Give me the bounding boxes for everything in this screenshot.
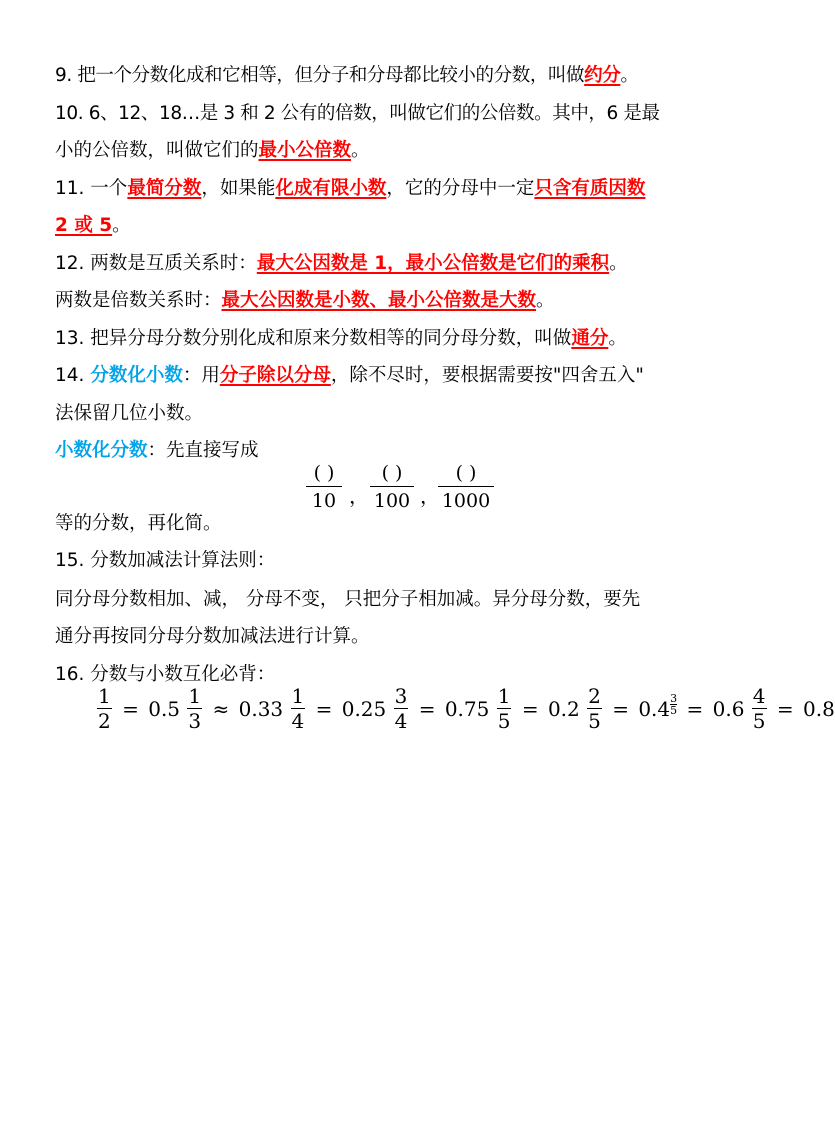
blank-numerator: ( ) (381, 462, 403, 484)
item-12-text: 12. 两数是互质关系时： (55, 253, 257, 274)
blank-fraction-1000 (438, 460, 494, 513)
item-12-end: 。 (609, 253, 628, 274)
item-12-end-2: 。 (536, 290, 555, 311)
fraction-decimal-equation (96, 684, 835, 740)
item-11-line-2 (55, 213, 131, 239)
equals-sign: = (776, 696, 794, 721)
subheading-fraction-to-decimal: 分数化小数 (90, 365, 183, 386)
keyword-lcm: 最小公倍数 (258, 140, 352, 161)
denominator-10: 10 (311, 490, 337, 512)
fraction-1-2: $\frac{1}{2}$ (98, 684, 111, 733)
blank-fractions (306, 460, 496, 520)
keyword-multiple-rule: 最大公因数是小数、最小公倍数是大数 (221, 290, 537, 311)
fraction-3-4: $\frac{3}{4}$ (394, 684, 408, 733)
subheading-decimal-to-fraction: 小数化分数 (55, 440, 148, 461)
item-14-number: 14. (55, 365, 91, 386)
keyword-divide: 分子除以分母 (219, 365, 331, 386)
item-14-text-3: ：先直接写成 (147, 440, 259, 461)
item-15-line-2: 通分再按同分母分数加减法进行计算。 (55, 626, 370, 647)
fraction-1-4: $\frac{1}{4}$ (291, 684, 305, 733)
denominator-1000: 1000 (441, 490, 491, 512)
item-14-line-4: 等的分数，再化简。 (55, 513, 222, 534)
blank-fraction-100 (370, 460, 414, 513)
keyword-tongfen: 通分 (571, 328, 609, 349)
fraction-3-5-small: $\frac{3}{5}$ (670, 692, 678, 717)
equals-sign: = (315, 696, 333, 721)
equals-sign: = (122, 696, 139, 721)
keyword-simplest-fraction: 最简分数 (127, 178, 202, 199)
equals-sign: = (418, 696, 436, 721)
item-11-mid-1: ，如果能 (201, 178, 276, 199)
item-11-end: 。 (112, 215, 131, 236)
equals-sign: = (612, 696, 629, 721)
item-14-line-1 (55, 363, 644, 389)
item-16-title: 16. 分数与小数互化必背： (55, 664, 276, 685)
item-15-line-1: 同分母分数相加、减， 分母不变， 只把分子相加减。异分母分数，要先 (55, 589, 641, 610)
blank-fraction-10 (306, 460, 342, 513)
keyword-finite-decimal: 化成有限小数 (275, 178, 387, 199)
separator-comma: ， (349, 484, 369, 508)
fraction-2-5: $\frac{2}{5}$ (588, 684, 601, 733)
item-9 (55, 63, 638, 89)
item-10-line-1: 10. 6、12、18…是 3 和 2 公有的倍数，叫做它们的公倍数。其中，6 是最 (55, 103, 660, 124)
decimal-value: 0.75 (444, 696, 490, 721)
fraction-4-5: $\frac{4}{5}$ (752, 684, 766, 733)
item-14-line-2: 法保留几位小数。 (55, 403, 204, 424)
decimal-value: 0.2 (547, 696, 580, 721)
decimal-value: 0.33 (238, 696, 284, 721)
decimal-value: 0.8 (803, 696, 835, 721)
item-13 (55, 326, 627, 352)
item-13-end: 。 (608, 328, 627, 349)
fraction-1-3: $\frac{1}{3}$ (188, 684, 202, 733)
item-10-line-2 (55, 138, 370, 164)
item-14-line-3 (55, 438, 259, 464)
item-10-text: 小的公倍数，叫做它们的 (55, 140, 259, 161)
item-9-text: 9. 把一个分数化成和它相等，但分子和分母都比较小的分数，叫做 (55, 65, 585, 86)
keyword-coprime-rule: 最大公因数是 1，最小公倍数是它们的乘积 (256, 253, 610, 274)
item-14-mid-1: ：用 (182, 365, 220, 386)
separator-comma: ， (420, 484, 440, 508)
item-11-mid-2: ，它的分母中一定 (386, 178, 535, 199)
item-12-text-2: 两数是倍数关系时： (55, 290, 222, 311)
item-12-line-1 (55, 251, 628, 277)
decimal-value: 0.5 (148, 696, 181, 721)
item-14-mid-2: ，除不尽时，要根据需要按"四舍五入" (330, 365, 644, 386)
approx-sign: ≈ (212, 696, 230, 721)
item-13-text: 13. 把异分母分数分别化成和原来分数相等的同分母分数，叫做 (55, 328, 572, 349)
item-12-line-2 (55, 288, 555, 314)
item-11-text: 11. 一个 (55, 178, 128, 199)
item-10-end: 。 (351, 140, 370, 161)
equals-sign: = (686, 696, 704, 721)
keyword-yuefen: 约分 (584, 65, 621, 86)
blank-numerator: ( ) (313, 462, 335, 484)
keyword-only-prime-factors: 只含有质因数 (534, 178, 646, 199)
fraction-1-5: $\frac{1}{5}$ (497, 684, 511, 733)
item-11-line-1 (55, 176, 645, 202)
keyword-2-or-5: 2 或 5 (55, 215, 113, 236)
item-15-title: 15. 分数加减法计算法则： (55, 550, 276, 571)
decimal-value: 0.6 (712, 696, 745, 721)
decimal-value: 0.25 (341, 696, 387, 721)
item-9-end: 。 (620, 65, 639, 86)
blank-numerator: ( ) (455, 462, 477, 484)
decimal-value: 0.4 (638, 696, 671, 721)
denominator-100: 100 (373, 490, 411, 512)
equals-sign: = (521, 696, 539, 721)
